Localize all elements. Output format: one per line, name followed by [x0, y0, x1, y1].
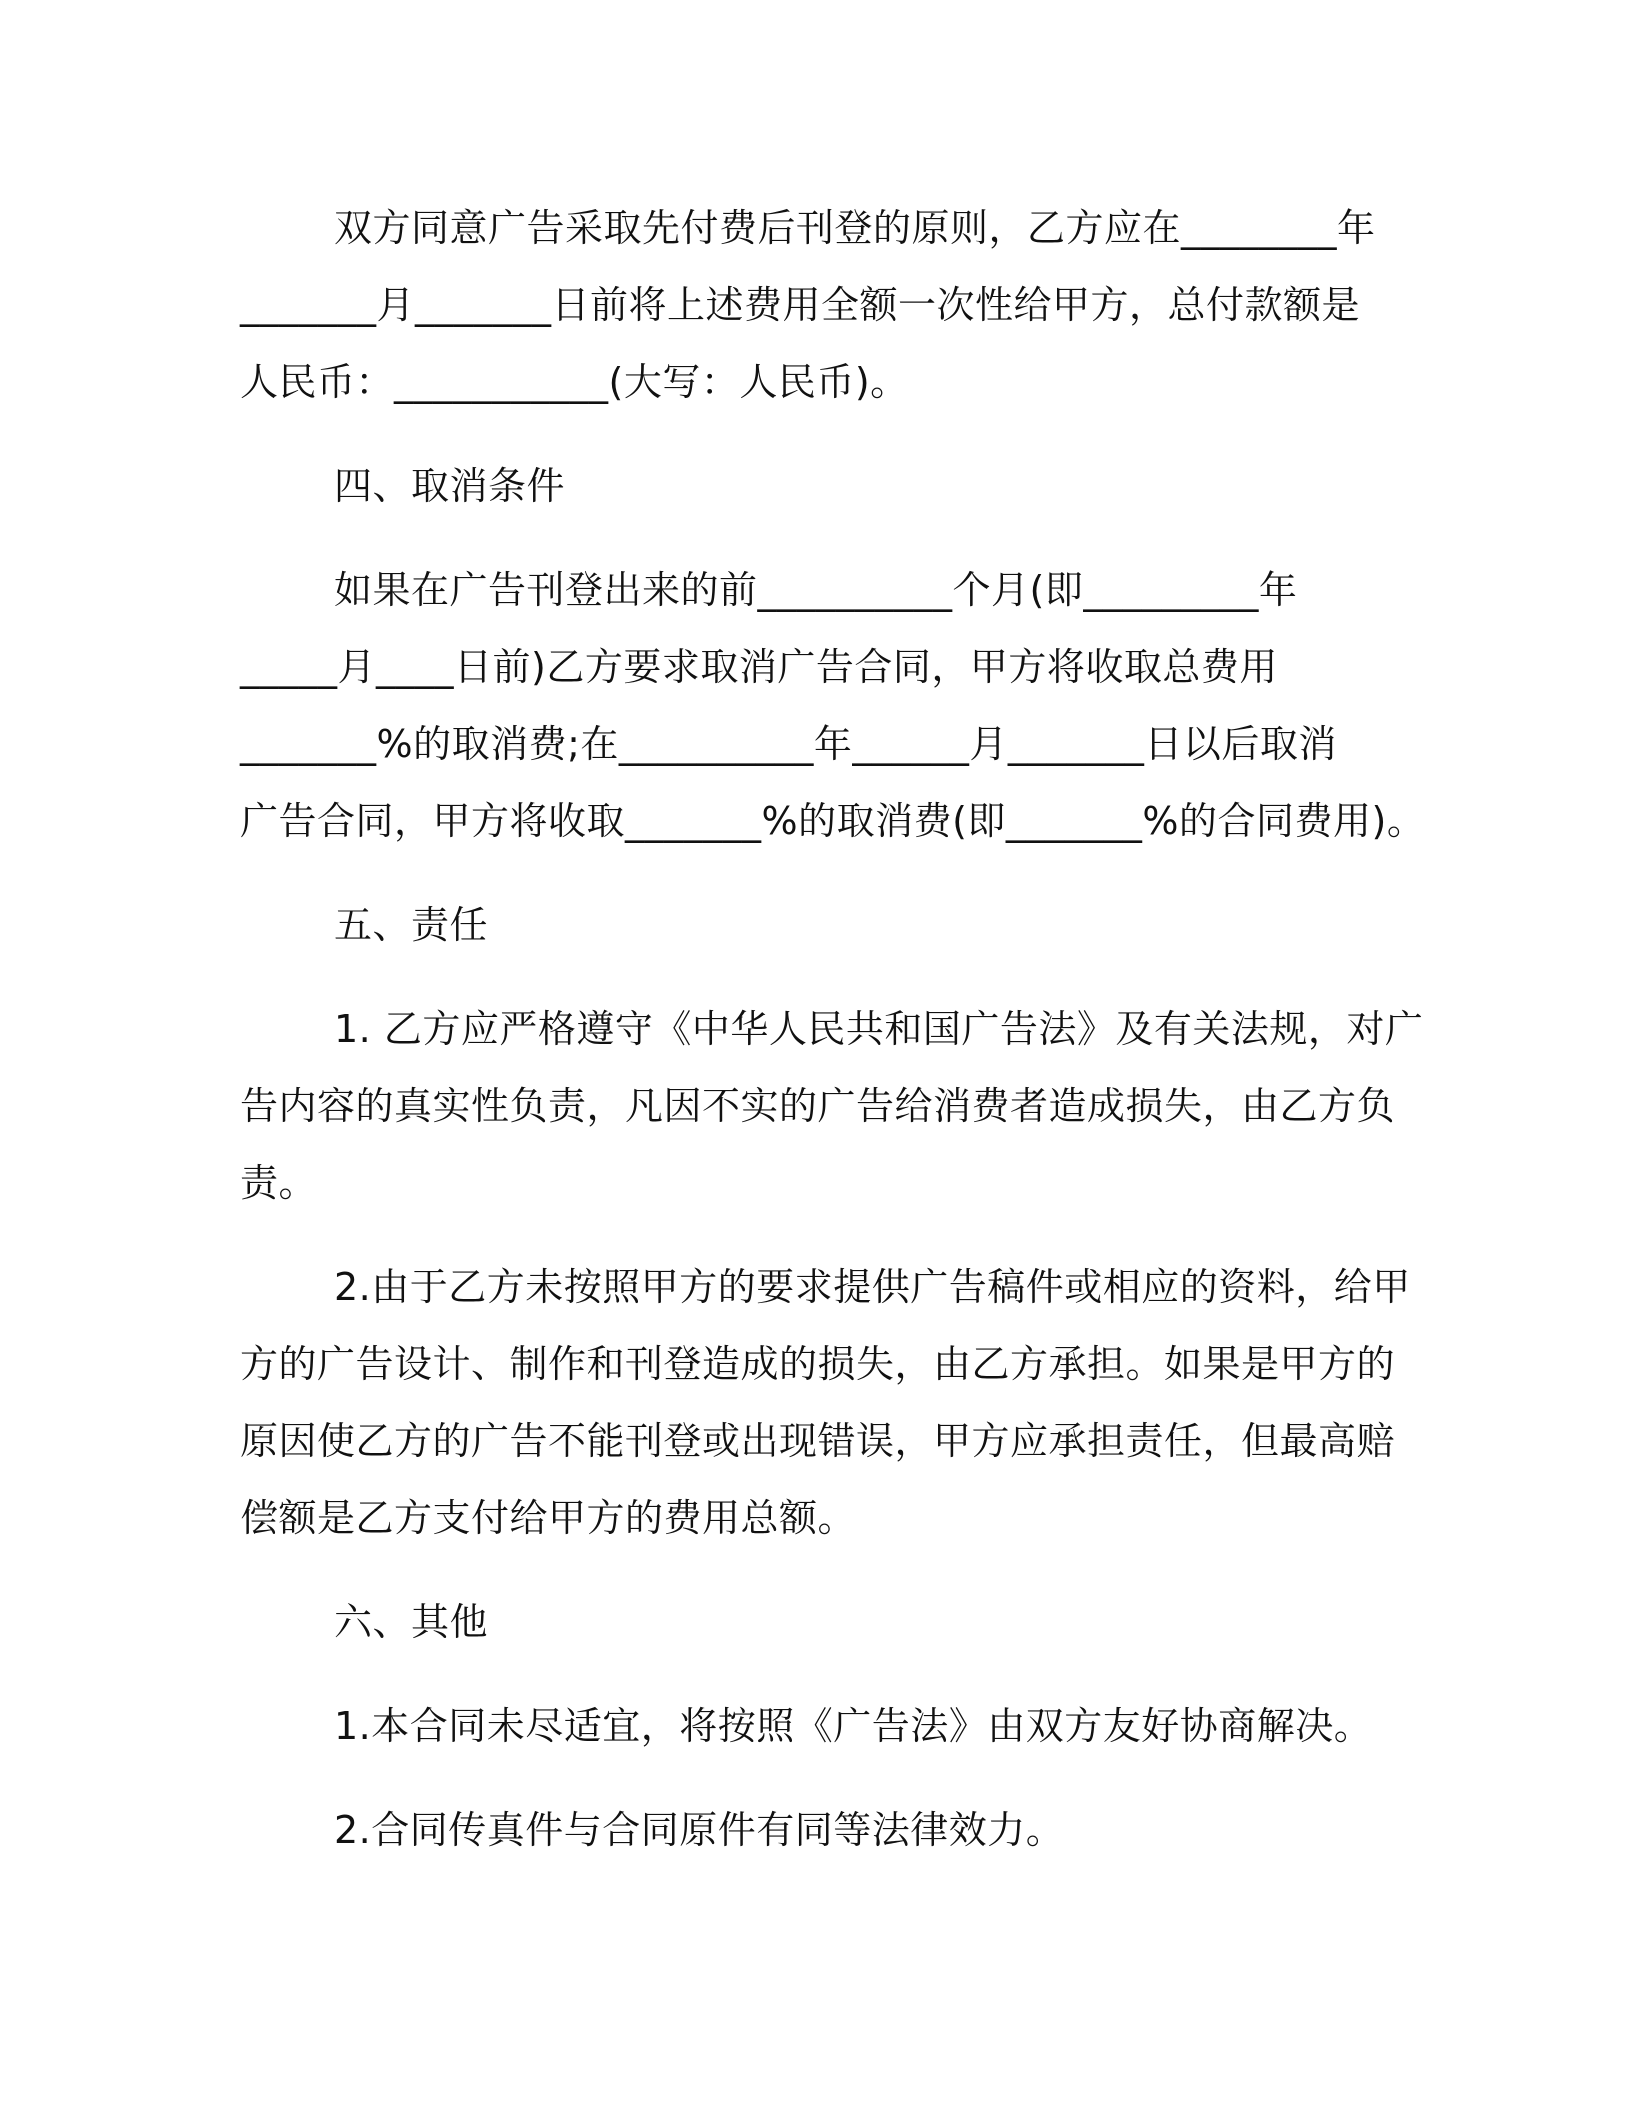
cancel-line-3: _______%的取消费;在__________年______月_______日以后取消: [240, 722, 1337, 766]
payment-line-2: _______月_______日前将上述费用全额一次性给甲方，总付款额是: [240, 283, 1361, 327]
payment-paragraph: [240, 190, 1400, 421]
liability-2-line-2: 方的广告设计、制作和刊登造成的损失，由乙方承担。如果是甲方的: [240, 1342, 1396, 1386]
payment-line-1: 双方同意广告采取先付费后刊登的原则，乙方应在________年: [334, 206, 1376, 250]
cancel-paragraph: [240, 552, 1426, 860]
liability-item-2: [240, 1249, 1411, 1557]
liability-2-line-3: 原因使乙方的广告不能刊登或出现错误，甲方应承担责任，但最高赔: [240, 1419, 1396, 1463]
cancel-line-4: 广告合同，甲方将收取_______%的取消费(即_______%的合同费用)。: [240, 799, 1426, 843]
payment-line-3: 人民币：___________(大写：人民币)。: [240, 360, 909, 404]
liability-1-line-2: 告内容的真实性负责，凡因不实的广告给消费者造成损失，由乙方负: [240, 1084, 1396, 1128]
liability-item-1: [240, 991, 1424, 1222]
liability-1-line-1: 1. 乙方应严格遵守《中华人民共和国广告法》及有关法规，对广: [334, 1007, 1424, 1051]
liability-2-line-1: 2.由于乙方未按照甲方的要求提供广告稿件或相应的资料，给甲: [334, 1265, 1411, 1309]
cancel-line-1: 如果在广告刊登出来的前__________个月(即_________年: [334, 568, 1298, 612]
liability-2-line-4: 偿额是乙方支付给甲方的费用总额。: [240, 1496, 857, 1540]
liability-1-line-3: 责。: [240, 1161, 318, 1205]
other-item-2: 2.合同传真件与合同原件有同等法律效力。: [334, 1808, 1065, 1852]
other-heading: 六、其他: [334, 1600, 489, 1644]
cancel-heading: 四、取消条件: [334, 464, 566, 508]
other-item-1: 1.本合同未尽适宜，将按照《广告法》由双方友好协商解决。: [334, 1704, 1373, 1748]
liability-heading: 五、责任: [334, 903, 489, 947]
cancel-line-2: _____月____日前)乙方要求取消广告合同，甲方将收取总费用: [240, 645, 1278, 689]
document-page: [240, 190, 1426, 1896]
